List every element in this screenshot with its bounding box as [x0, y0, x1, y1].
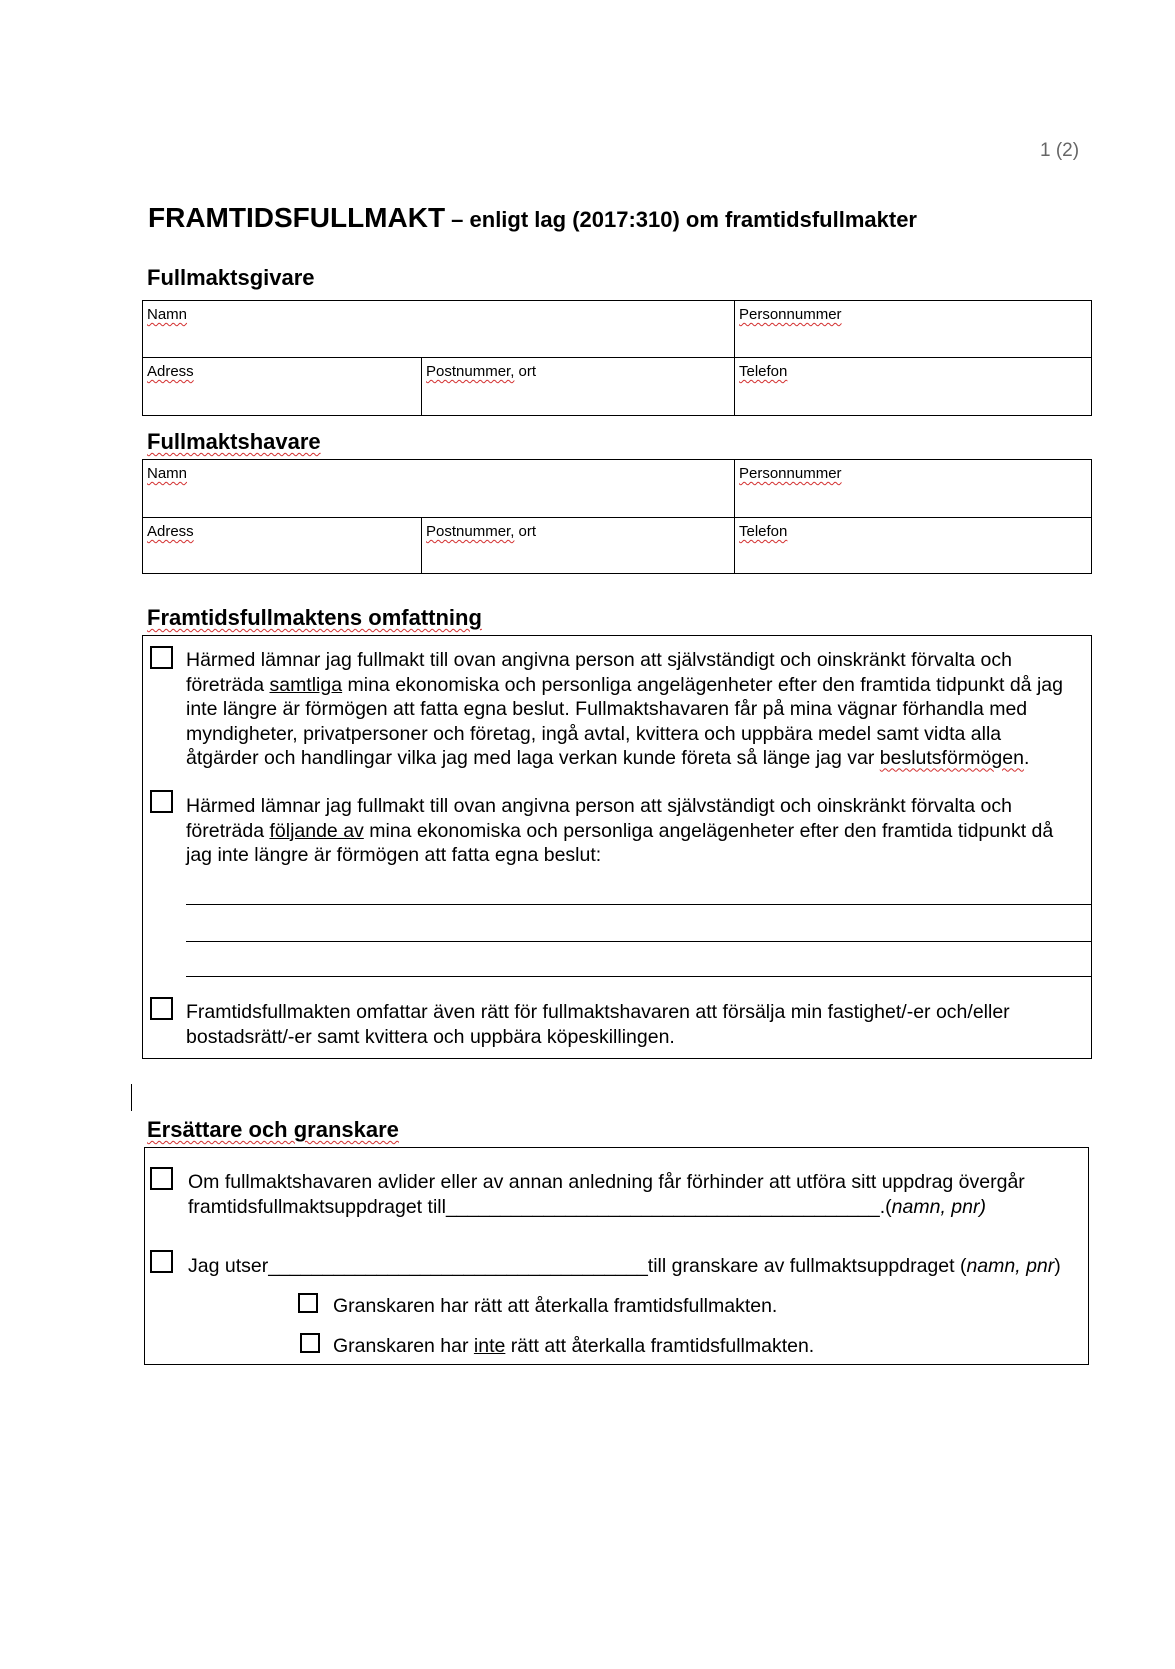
giver-postal-field[interactable]	[422, 358, 734, 415]
substitute-option1-text: Om fullmaktshavaren avlider eller av annan anledning får förhinder att utföra sitt uppdrag övergår framtidsfullmaktsuppdraget till________________________________________.(namn, pnr)	[188, 1171, 1025, 1218]
scope-option2-checkbox[interactable]	[150, 790, 173, 813]
giver-name-label: Namn	[147, 306, 188, 323]
giver-heading: Fullmaktsgivare	[147, 265, 315, 290]
giver-phone-label: Telefon	[739, 363, 788, 380]
holder-postal-field[interactable]	[422, 518, 734, 573]
holder-name-field[interactable]	[143, 460, 734, 517]
reviewer-name-blank[interactable]: ___________________________________	[268, 1255, 648, 1277]
holder-phone-field[interactable]	[735, 518, 1091, 573]
giver-name-field[interactable]	[143, 301, 734, 357]
scope-option1-text: Härmed lämnar jag fullmakt till ovan angivna person att självständigt och oinskränkt förvalta och företräda samtliga mina ekonomiska och personliga angelägenheter efter den framtida tidpunkt då jag inte längre är förmögen att fatta egna beslut. Fullmaktshavaren får på mina vägnar förhandla med myndigheter, privatpersoner och företag, ingå avtal, kvittera och uppbära medel samt vidta alla åtgärder och handlingar vilka jag med laga verkan kunde företa så länge jag var beslutsförmögen.	[186, 649, 1063, 770]
giver-table	[142, 300, 1092, 416]
giver-phone-field[interactable]	[735, 358, 1091, 415]
giver-pnr-label: Personnummer	[739, 306, 842, 323]
substitute-heading: Ersättare och granskare	[147, 1117, 399, 1142]
substitute-option1-checkbox[interactable]	[150, 1167, 173, 1190]
holder-pnr-label: Personnummer	[739, 465, 842, 482]
substitute-name-blank[interactable]: ________________________________________	[445, 1195, 880, 1218]
holder-name-label: Namn	[147, 465, 188, 482]
scope-option1-checkbox[interactable]	[150, 646, 173, 669]
holder-phone-label: Telefon	[739, 523, 788, 540]
holder-table	[142, 459, 1092, 574]
title-main: FRAMTIDSFULLMAKT	[148, 202, 446, 233]
giver-postal-label: Postnummer, ort	[426, 363, 537, 380]
holder-address-label: Adress	[147, 523, 194, 540]
document-title	[148, 202, 917, 234]
giver-pnr-field[interactable]	[735, 301, 1091, 357]
title-sub: – enligt lag (2017:310) om framtidsfullmakter	[445, 207, 917, 232]
scope-option3-checkbox[interactable]	[150, 997, 173, 1020]
holder-pnr-field[interactable]	[735, 460, 1091, 517]
reviewer-cannot-revoke-checkbox[interactable]	[300, 1333, 320, 1353]
page-number: 1 (2)	[1040, 140, 1080, 161]
scope-writein-line-1[interactable]	[186, 904, 1092, 905]
holder-address-field[interactable]	[143, 518, 421, 573]
text-cursor	[131, 1084, 132, 1111]
holder-postal-label: Postnummer, ort	[426, 523, 537, 540]
reviewer-cannot-revoke-text: Granskaren har inte rätt att återkalla framtidsfullmakten.	[333, 1335, 815, 1357]
reviewer-can-revoke-text: Granskaren har rätt att återkalla framtidsfullmakten.	[333, 1295, 778, 1317]
giver-address-field[interactable]	[143, 358, 421, 415]
scope-writein-line-3[interactable]	[186, 976, 1092, 977]
scope-option2-text: Härmed lämnar jag fullmakt till ovan angivna person att självständigt och oinskränkt förvalta och företräda följande av mina ekonomiska och personliga angelägenheter efter den framtida tidpunkt då jag inte längre är förmögen att fatta egna beslut:	[186, 795, 1054, 867]
substitute-option2-checkbox[interactable]	[150, 1250, 173, 1273]
reviewer-can-revoke-checkbox[interactable]	[298, 1293, 318, 1313]
scope-heading: Framtidsfullmaktens omfattning	[147, 605, 482, 630]
scope-writein-line-2[interactable]	[186, 941, 1092, 942]
holder-heading: Fullmaktshavare	[147, 429, 321, 454]
substitute-option2-text: Jag utser___________________________________till granskare av fullmaktsuppdraget (namn, pnr)	[188, 1255, 1061, 1277]
giver-address-label: Adress	[147, 363, 194, 380]
scope-option3-text: Framtidsfullmakten omfattar även rätt för fullmaktshavaren att försälja min fastighet/-er och/eller bostadsrätt/-er samt kvittera och uppbära köpeskillingen.	[186, 1001, 1010, 1048]
